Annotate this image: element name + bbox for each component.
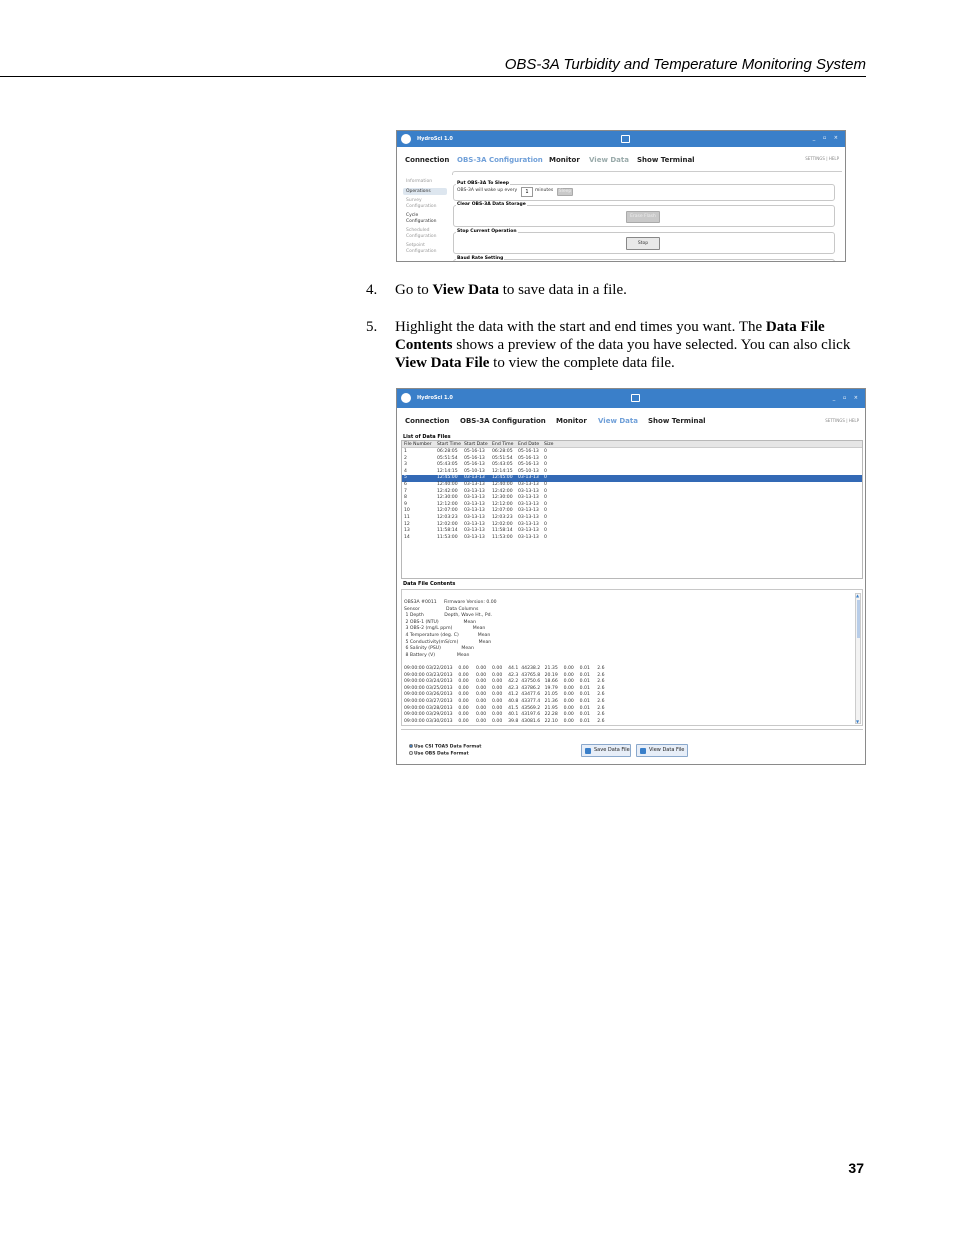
table-cell: 03-13-13 — [464, 515, 485, 520]
table-cell: 03-13-13 — [464, 482, 485, 487]
contents-line: 09:00:00 03/26/2013 0.00 0.00 0.00 41.2 43477.6 21.05 0.00 0.01 2.6 — [404, 692, 605, 698]
app-center-icon — [631, 394, 640, 402]
scrollbar-thumb[interactable] — [857, 600, 860, 638]
table-cell: 12:07:00 — [492, 508, 513, 514]
settings-help-links[interactable]: SETTINGS | HELP — [805, 156, 839, 161]
stop-operation-title: Stop Current Operation — [457, 229, 517, 234]
table-cell: 05-16-13 — [518, 455, 539, 461]
step-4-number: 4. — [366, 282, 378, 298]
table-cell: 05-10-13 — [518, 468, 539, 474]
app-logo-icon — [401, 393, 411, 403]
table-cell: 03-13-13 — [518, 501, 539, 507]
files-list-header — [402, 441, 862, 448]
table-cell: 05-10-13 — [464, 468, 485, 474]
running-header — [0, 55, 866, 77]
menu-monitor[interactable]: Monitor — [556, 417, 587, 425]
table-cell: 2 — [404, 455, 407, 461]
table-cell: 12:42:00 — [492, 488, 513, 494]
table-cell: 03-13-13 — [464, 488, 485, 494]
table-cell: 0 — [544, 495, 547, 501]
app-titlebar — [397, 389, 865, 408]
menu-monitor[interactable]: Monitor — [549, 156, 580, 164]
table-cell: 06:28:05 — [437, 449, 458, 454]
menu-connection[interactable]: Connection — [405, 417, 450, 425]
step-4-part: to save data in a file. — [499, 282, 627, 298]
save-disk-icon — [585, 748, 591, 754]
step-5-bold-data-file-contents: Data File Contents — [395, 319, 825, 353]
contents-line: 2 OBS-1 (NTU) Mean — [404, 619, 477, 625]
settings-help-links[interactable]: SETTINGS | HELP — [825, 418, 859, 423]
contents-line: 6 Salinity (PSU) Mean — [404, 646, 474, 652]
table-cell: 03-13-13 — [518, 488, 539, 494]
sidebar-item-scheduled-configuration[interactable]: Scheduled Configuration — [406, 228, 437, 239]
save-data-file-label: Save Data File — [594, 747, 630, 753]
tab-panel-border — [452, 171, 842, 175]
contents-line: 4 Temperature (deg. C) Mean — [404, 633, 491, 638]
menu-connection[interactable]: Connection — [405, 156, 450, 164]
table-cell: 0 — [544, 468, 547, 474]
table-cell: 03-13-13 — [464, 528, 485, 534]
step-5-bold-view-data-file: View Data File — [395, 355, 490, 371]
table-cell: 03-13-13 — [518, 528, 539, 534]
table-cell: 12:07:00 — [437, 508, 458, 514]
table-cell: 0 — [544, 482, 547, 487]
view-data-screenshot — [396, 388, 866, 765]
table-cell: 03-13-13 — [464, 521, 485, 527]
wake-interval-stepper[interactable]: 1 — [521, 187, 533, 197]
sleep-group — [453, 181, 835, 201]
step-5-number: 5. — [366, 319, 378, 335]
bottom-tab-border — [401, 729, 863, 743]
app-logo-icon — [401, 134, 411, 144]
table-cell: 05-16-13 — [518, 462, 539, 468]
window-controls[interactable]: _ ▫ × — [812, 135, 841, 141]
table-cell: 12:03:23 — [437, 515, 458, 520]
table-cell: 03-13-13 — [464, 495, 485, 501]
table-cell: 03-13-13 — [464, 501, 485, 507]
clear-storage-title: Clear OBS-3A Data Storage — [457, 202, 526, 207]
contents-line: 1 Depth Depth, Wave Ht., Pd. — [404, 613, 493, 619]
table-cell: 12:30:00 — [492, 495, 513, 501]
step-5-part: Highlight the data with the start and end times you want. The — [395, 319, 766, 335]
table-cell: 11:53:00 — [492, 534, 513, 540]
table-cell: 0 — [544, 462, 547, 468]
table-cell: 10 — [404, 508, 410, 514]
sidebar-item-operations[interactable]: Operations — [403, 188, 447, 196]
scroll-up-icon[interactable]: ▲ — [856, 593, 860, 598]
table-row[interactable] — [402, 462, 862, 469]
table-cell: 4 — [404, 468, 407, 474]
contents-line: 09:00:00 03/22/2013 0.00 0.00 0.00 44.1 44238.2 21.35 0.00 0.01 2.6 — [404, 666, 605, 671]
contents-line: Sensor Data Columns — [404, 606, 479, 612]
table-cell: 12:14:15 — [492, 468, 513, 474]
radio-icon[interactable] — [409, 744, 413, 748]
table-cell: 05-16-13 — [464, 455, 485, 461]
table-cell: 9 — [404, 501, 407, 507]
table-cell: 5 — [404, 475, 407, 481]
settings-link[interactable]: SETTINGS — [825, 418, 845, 423]
table-cell: 0 — [544, 501, 547, 507]
step-4-text — [395, 281, 856, 299]
view-data-file-button[interactable] — [636, 744, 688, 757]
contents-line: 09:00:00 03/23/2013 0.00 0.00 0.00 42.3 43765.8 20.19 0.00 0.01 2.6 — [404, 672, 605, 678]
table-cell: 1 — [404, 449, 407, 454]
step-5-part: shows a preview of the data you have selected. You can also click — [452, 337, 851, 353]
table-cell: 12:40:00 — [492, 482, 513, 487]
table-cell: 12:02:00 — [492, 521, 513, 527]
table-cell: 6 — [404, 482, 407, 487]
step-4-bold-view-data: View Data — [432, 282, 500, 298]
table-cell: 03-13-13 — [518, 475, 539, 481]
app-title: HydroSci 1.0 — [417, 395, 453, 401]
menu-view-data[interactable]: View Data — [598, 417, 638, 425]
sleep-button[interactable]: Sleep — [558, 189, 572, 194]
table-cell: 05-16-13 — [464, 462, 485, 468]
table-cell: 7 — [404, 488, 407, 494]
app-center-icon — [621, 135, 630, 143]
table-cell: 12 — [404, 521, 410, 527]
contents-line: 09:00:00 03/28/2013 0.00 0.00 0.00 41.5 43569.2 21.95 0.00 0.01 2.6 — [404, 705, 605, 711]
stop-button[interactable]: Stop — [626, 237, 660, 250]
table-cell: 0 — [544, 534, 547, 540]
operations-screenshot — [396, 130, 846, 262]
contents-line: OBS3A #0011 Firmware Version: 0.00 — [404, 600, 497, 605]
contents-line: 3 OBS-2 (mg/L ppm) Mean — [404, 626, 486, 632]
sidebar-item-cycle-configuration[interactable]: Cycle Configuration — [406, 213, 437, 224]
table-cell: 05-16-13 — [464, 449, 485, 454]
table-cell: 11 — [404, 515, 410, 520]
col-size[interactable]: Size — [544, 442, 554, 447]
table-cell: 0 — [544, 515, 547, 520]
table-cell: 0 — [544, 508, 547, 514]
stop-operation-group — [453, 229, 835, 254]
col-start-date[interactable]: Start Date — [464, 442, 488, 447]
table-cell: 05-16-13 — [518, 449, 539, 454]
config-sidebar — [403, 178, 447, 257]
step-5 — [366, 318, 856, 372]
contents-line: 09:00:00 03/29/2013 0.00 0.00 0.00 40.1 43197.6 22.28 0.00 0.01 2.6 — [404, 712, 605, 718]
table-row[interactable] — [402, 515, 862, 522]
table-row[interactable] — [402, 528, 862, 535]
view-data-file-label: View Data File — [649, 747, 685, 753]
data-file-contents[interactable] — [401, 589, 863, 726]
table-cell: 14 — [404, 534, 410, 540]
table-cell: 03-13-13 — [518, 495, 539, 501]
contents-label: Data File Contents — [403, 581, 456, 587]
table-cell: 0 — [544, 449, 547, 454]
table-cell: 05:43:05 — [437, 462, 458, 468]
sidebar-item-survey-configuration[interactable]: Survey Configuration — [406, 198, 437, 209]
radio-icon[interactable] — [409, 751, 413, 755]
menu-obs3a-configuration[interactable]: OBS-3A Configuration — [460, 417, 546, 425]
col-file-number[interactable]: File Number — [404, 442, 432, 447]
format-option-toa5-label: Use CSI TOA5 Data Format — [414, 744, 482, 750]
table-row[interactable] — [402, 535, 862, 542]
data-files-list[interactable] — [401, 440, 863, 579]
table-cell: 13 — [404, 528, 410, 534]
table-cell: 03-13-13 — [464, 475, 485, 481]
table-cell: 11:58:14 — [437, 528, 458, 534]
table-cell: 03-13-13 — [518, 534, 539, 540]
table-cell: 12:03:23 — [492, 515, 513, 520]
table-cell: 12:45:00 — [492, 475, 513, 481]
format-option-toa5[interactable] — [409, 744, 481, 750]
table-cell: 12:14:15 — [437, 468, 458, 474]
save-data-file-button[interactable] — [581, 744, 631, 757]
table-cell: 0 — [544, 528, 547, 534]
col-start-time[interactable]: Start Time — [437, 442, 461, 447]
table-cell: 03-13-13 — [464, 508, 485, 514]
app-title: HydroSci 1.0 — [417, 136, 453, 142]
contents-line: 5 Conductivity(mS/cm) Mean — [404, 639, 492, 645]
scroll-down-icon[interactable]: ▼ — [856, 719, 860, 724]
table-cell: 12:40:00 — [437, 482, 458, 487]
settings-link[interactable]: SETTINGS — [805, 156, 825, 161]
table-row[interactable] — [402, 508, 862, 515]
main-menu — [397, 153, 845, 167]
baud-rate-title: Baud Rate Setting — [457, 256, 504, 261]
table-cell: 0 — [544, 475, 547, 481]
contents-line: 8 Battery (V) Mean — [404, 652, 470, 658]
clear-storage-group — [453, 202, 835, 227]
baud-rate-group — [453, 256, 835, 262]
table-cell: 8 — [404, 495, 407, 501]
running-header-title: OBS-3A Turbidity and Temperature Monitoring System — [504, 56, 866, 73]
table-cell: 0 — [544, 488, 547, 494]
table-row[interactable] — [402, 495, 862, 502]
table-row[interactable] — [402, 482, 862, 489]
contents-line: 09:00:00 03/25/2013 0.00 0.00 0.00 42.3 43786.2 19.79 0.00 0.01 2.6 — [404, 685, 605, 691]
table-row[interactable] — [402, 449, 862, 456]
table-cell: 12:12:00 — [437, 501, 458, 507]
table-cell: 03-13-13 — [518, 508, 539, 514]
menu-view-data[interactable]: View Data — [589, 156, 629, 164]
sleep-unit-text: minutes — [535, 188, 554, 193]
table-cell: 05:51:54 — [492, 455, 513, 461]
help-link[interactable]: HELP — [848, 418, 859, 423]
table-cell: 12:02:00 — [437, 521, 458, 527]
table-row[interactable] — [402, 475, 862, 482]
table-cell: 11:58:14 — [492, 528, 513, 534]
sleep-prefix-text: OBS-3A will wake up every — [457, 188, 518, 193]
contents-scrollbar[interactable] — [855, 593, 861, 724]
files-list-label: List of Data Files — [403, 434, 451, 440]
contents-line: 09:00:00 03/27/2013 0.00 0.00 0.00 40.8 43377.4 21.36 0.00 0.01 2.6 — [404, 699, 605, 704]
step-5-text — [395, 318, 856, 372]
table-cell: 12:42:00 — [437, 488, 458, 494]
table-cell: 03-13-13 — [518, 515, 539, 520]
sidebar-item-information[interactable]: Information — [406, 179, 433, 184]
table-cell: 12:30:00 — [437, 495, 458, 501]
step-5-part: to view the complete data file. — [489, 355, 675, 371]
table-cell: 11:53:00 — [437, 534, 458, 540]
main-menu — [397, 415, 865, 429]
menu-show-terminal[interactable]: Show Terminal — [648, 417, 706, 425]
table-cell: 03-13-13 — [518, 521, 539, 527]
table-cell: 0 — [544, 455, 547, 461]
page-number: 37 — [848, 1160, 864, 1176]
step-4-part: Go to — [395, 282, 433, 298]
table-cell: 05:51:54 — [437, 455, 458, 461]
table-cell: 12:12:00 — [492, 501, 513, 507]
erase-flash-button[interactable]: Erase Flash — [626, 211, 660, 223]
table-cell: 0 — [544, 521, 547, 527]
menu-show-terminal[interactable]: Show Terminal — [637, 156, 695, 164]
format-option-obs[interactable] — [409, 751, 469, 757]
app-titlebar — [397, 131, 845, 147]
help-link[interactable]: HELP — [828, 156, 839, 161]
table-cell: 03-13-13 — [518, 482, 539, 487]
table-cell: 12:45:00 — [437, 475, 458, 481]
contents-line: 09:00:00 03/24/2013 0.00 0.00 0.00 42.2 43750.6 18.66 0.00 0.01 2.6 — [404, 679, 605, 685]
sidebar-item-setpoint-configuration[interactable]: Setpoint Configuration — [406, 243, 437, 254]
sleep-group-title: Put OBS-3A To Sleep — [457, 181, 510, 186]
table-cell: 3 — [404, 462, 407, 468]
menu-obs3a-configuration[interactable]: OBS-3A Configuration — [457, 156, 543, 164]
col-end-date[interactable]: End Date — [518, 442, 540, 447]
table-cell: 06:28:05 — [492, 449, 513, 454]
window-controls[interactable]: _ ▫ × — [832, 395, 861, 401]
contents-line: 09:00:00 03/30/2013 0.00 0.00 0.00 39.8 43081.6 22.10 0.00 0.01 2.6 — [404, 718, 605, 724]
table-cell: 05:43:05 — [492, 462, 513, 468]
table-cell: 03-13-13 — [464, 534, 485, 540]
view-file-icon — [640, 748, 646, 754]
step-4 — [366, 281, 856, 299]
col-end-time[interactable]: End Time — [492, 442, 514, 447]
format-option-obs-label: Use OBS Data Format — [414, 751, 469, 757]
